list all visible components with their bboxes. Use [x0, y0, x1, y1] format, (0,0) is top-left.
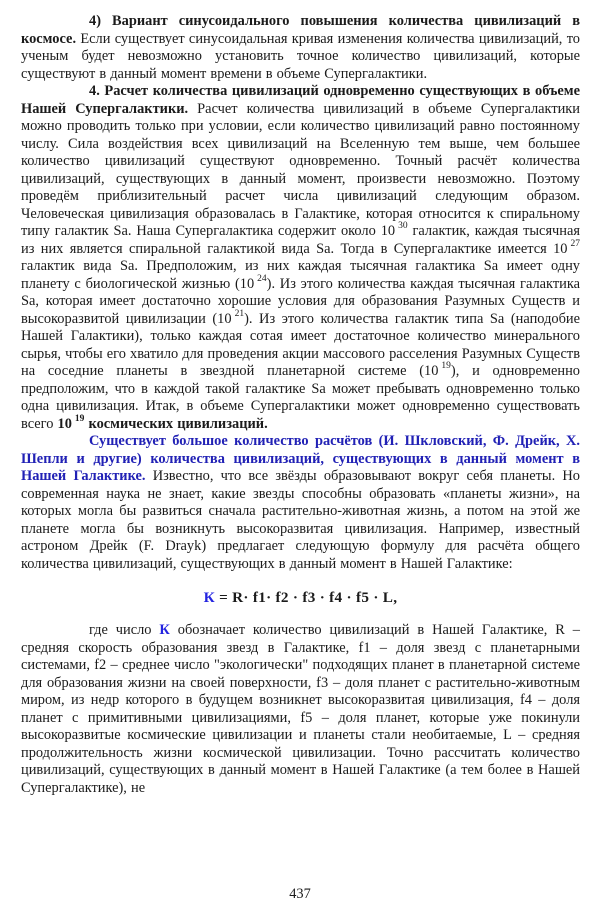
exponent-superscript: 21 [234, 308, 245, 319]
exponent-superscript: 27 [570, 238, 580, 249]
paragraph-drake-estimates [21, 433, 580, 573]
formula-k-symbol: К [203, 589, 215, 606]
drake-formula [21, 589, 580, 607]
paragraph-text: Расчет количества цивилизаций в объеме Супергалактики можно проводить только при условии, если количество цивилизаций равно постоянному числу. Сила воздействия всех цивилизаций на Вселенную тем выше, чем большее количество цивилизаций существуют одновременно. Точный расчёт количества цивилизаций, существующих в данный момент, произвести невозможно. Поэтому проведём приблизительный расчет числа цивилизаций следующим образом. Человеческая цивилизация образовалась в Галактике, которая относится к спиральному типу галактик Sa. Наша Супергалактика содержит около 10 [21, 100, 581, 239]
formula-k-symbol: К [159, 622, 170, 638]
bold-conclusion-base: 10 [57, 415, 72, 432]
paragraph-text: ). Из этого количества каждая тысячная галактика Sa, которая имеет достаточно хорошие условия для образования Разумных Существ и высокоразвитой цивилизации (10 [21, 275, 580, 327]
paragraph-text: галактик, каждая тысячная из них является спиральной галактикой вида Sa. Тогда в Супергалактике имеется 10 [21, 223, 581, 257]
paragraph-civilization-calculation [21, 83, 580, 433]
paragraph-text: где число [89, 622, 160, 638]
exponent-superscript: 19 [441, 361, 451, 372]
paragraph-text: ), и одновременно предположим, что в каждой такой галактике Sa может пребывать одновременно только одна цивилизация. Итак, в объеме Супергалактики может одновременно существовать всего [21, 363, 580, 432]
page-number: 437 [289, 886, 311, 902]
paragraph-text: обозначает количество цивилизаций в Нашей Галактике, R – средняя скорость образования звезд в Галактике, f1 – доля звезд с планетарными системами, f2 – среднее число "экологически" подходящих планет в планетарной системе для образования жизни на своей поверхности, f3 – доля планет с растительно-животным миром, из недр которого в будущем возникнет высокоразвитая цивилизация, f4 – доля планет с примитивными цивилизациями, f5 – доля планет, которые уже покинули высокоразвитые космические цивилизации и планеты стали необитаемые, L – средняя продолжительность жизни космической цивилизации. Точно рассчитать количество цивилизаций, существующих в данный момент в Нашей Галактике (а тем более в Нашей Супергалактике), не [21, 622, 580, 796]
paragraph-text: галактик вида Sa. Предположим, из них каждая тысячная галактика Sa имеет одну планету с биологической жизнью (10 [21, 258, 580, 292]
paragraph-formula-explanation [21, 622, 580, 797]
paragraph-sinusoidal-variant [21, 13, 580, 83]
exponent-superscript: 19 [74, 413, 85, 424]
paragraph-text: ). Из этого количества галактик типа Sa (наподобие Нашей Галактики), только каждая сотая имеет достаточное количество минерального сырья, чтобы его хватило для проведения акции массового расселения Разумных Существ на соседние планеты в звездной планетарной системе (10 [21, 310, 580, 379]
bold-conclusion-text: космических цивилизаций. [84, 415, 268, 432]
exponent-superscript: 30 [398, 221, 408, 232]
bold-lead-text: 4. Расчет количества цивилизаций одновременно существующих в объеме Нашей Супергалактики. [21, 83, 580, 117]
bold-lead-text: 4) Вариант синусоидального повышения количества цивилизаций в космосе. [21, 13, 580, 47]
blue-heading-text: Существует большое количество расчётов (И. Шкловский, Ф. Дрейк, Х. Шепли и другие) количества цивилизаций, существующих в данный момент в Нашей Галактике. [21, 433, 580, 484]
paragraph-text: Известно, что все звёзды образовывают вокруг себя планеты. Но современная наука не знает, какие звезды способны образовать «планеты жизни», на которых могла бы развиться сначала растительно-животная жизнь, а потом на этой же планете могла бы возникнуть высокоразвитая цивилизация. Например, известный астроном Дрейк (F. Drayk) предлагает следующую формулу для расчёта общего количества цивилизаций, существующих в данный момент в Нашей Галактике: [21, 468, 580, 572]
exponent-superscript: 24 [257, 273, 267, 284]
formula-expression: = R· f1· f2 · f3 · f4 · f5 · L, [214, 589, 398, 606]
paragraph-text: Если существует синусоидальная кривая изменения количества цивилизаций, то ученым будет невозможно установить точное количество цивилизаций, которые существуют в данный момент времени в объеме Супергалактики. [21, 30, 580, 82]
